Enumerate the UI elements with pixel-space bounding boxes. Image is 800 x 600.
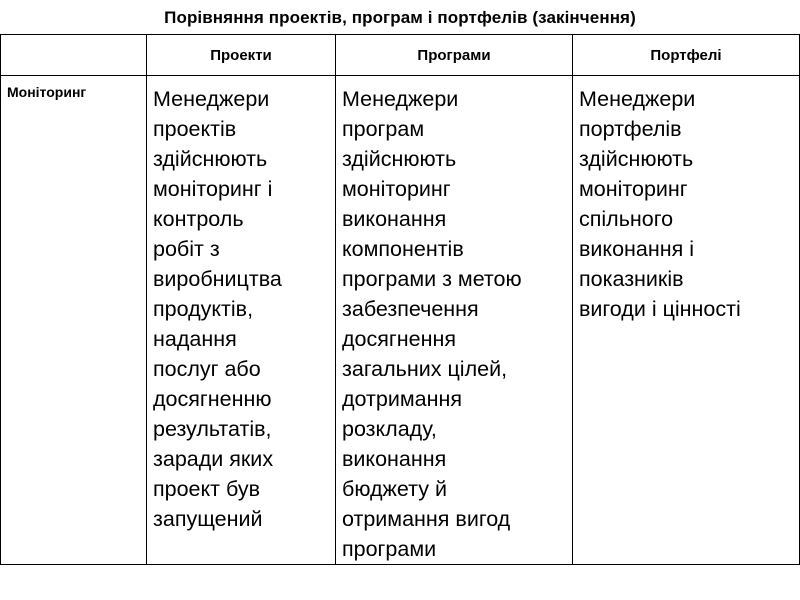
header-corner-cell: [1, 35, 147, 76]
page-title: Порівняння проектів, програм і портфелів (закінчення): [164, 8, 636, 27]
cell-text: Менеджери проектів здійснюють моніторинг і контроль робіт з виробництва продуктів, надання послуг або досягненню результатів, заради яких проект був запущений: [153, 87, 282, 531]
cell-portfolios-monitoring: [573, 76, 800, 565]
header-portfolios: Портфелі: [573, 35, 800, 76]
row-label-monitoring: Моніторинг: [1, 76, 147, 565]
cell-programs-monitoring: [336, 76, 573, 565]
table-header-row: [1, 35, 800, 76]
cell-projects-monitoring: [147, 76, 336, 565]
cell-text: Менеджери портфелів здійснюють моніторинг спільного виконання і показників вигоди і цінності: [579, 87, 741, 321]
header-projects: Проекти: [147, 35, 336, 76]
header-programs: Програми: [336, 35, 573, 76]
table-row: [1, 76, 800, 565]
cell-text: Менеджери програм здійснюють моніторинг виконання компонентів програми з метою забезпечення досягнення загальних цілей, дотримання розкладу, виконання бюджету й отримання вигод програми: [342, 87, 522, 561]
comparison-table: [0, 34, 800, 565]
